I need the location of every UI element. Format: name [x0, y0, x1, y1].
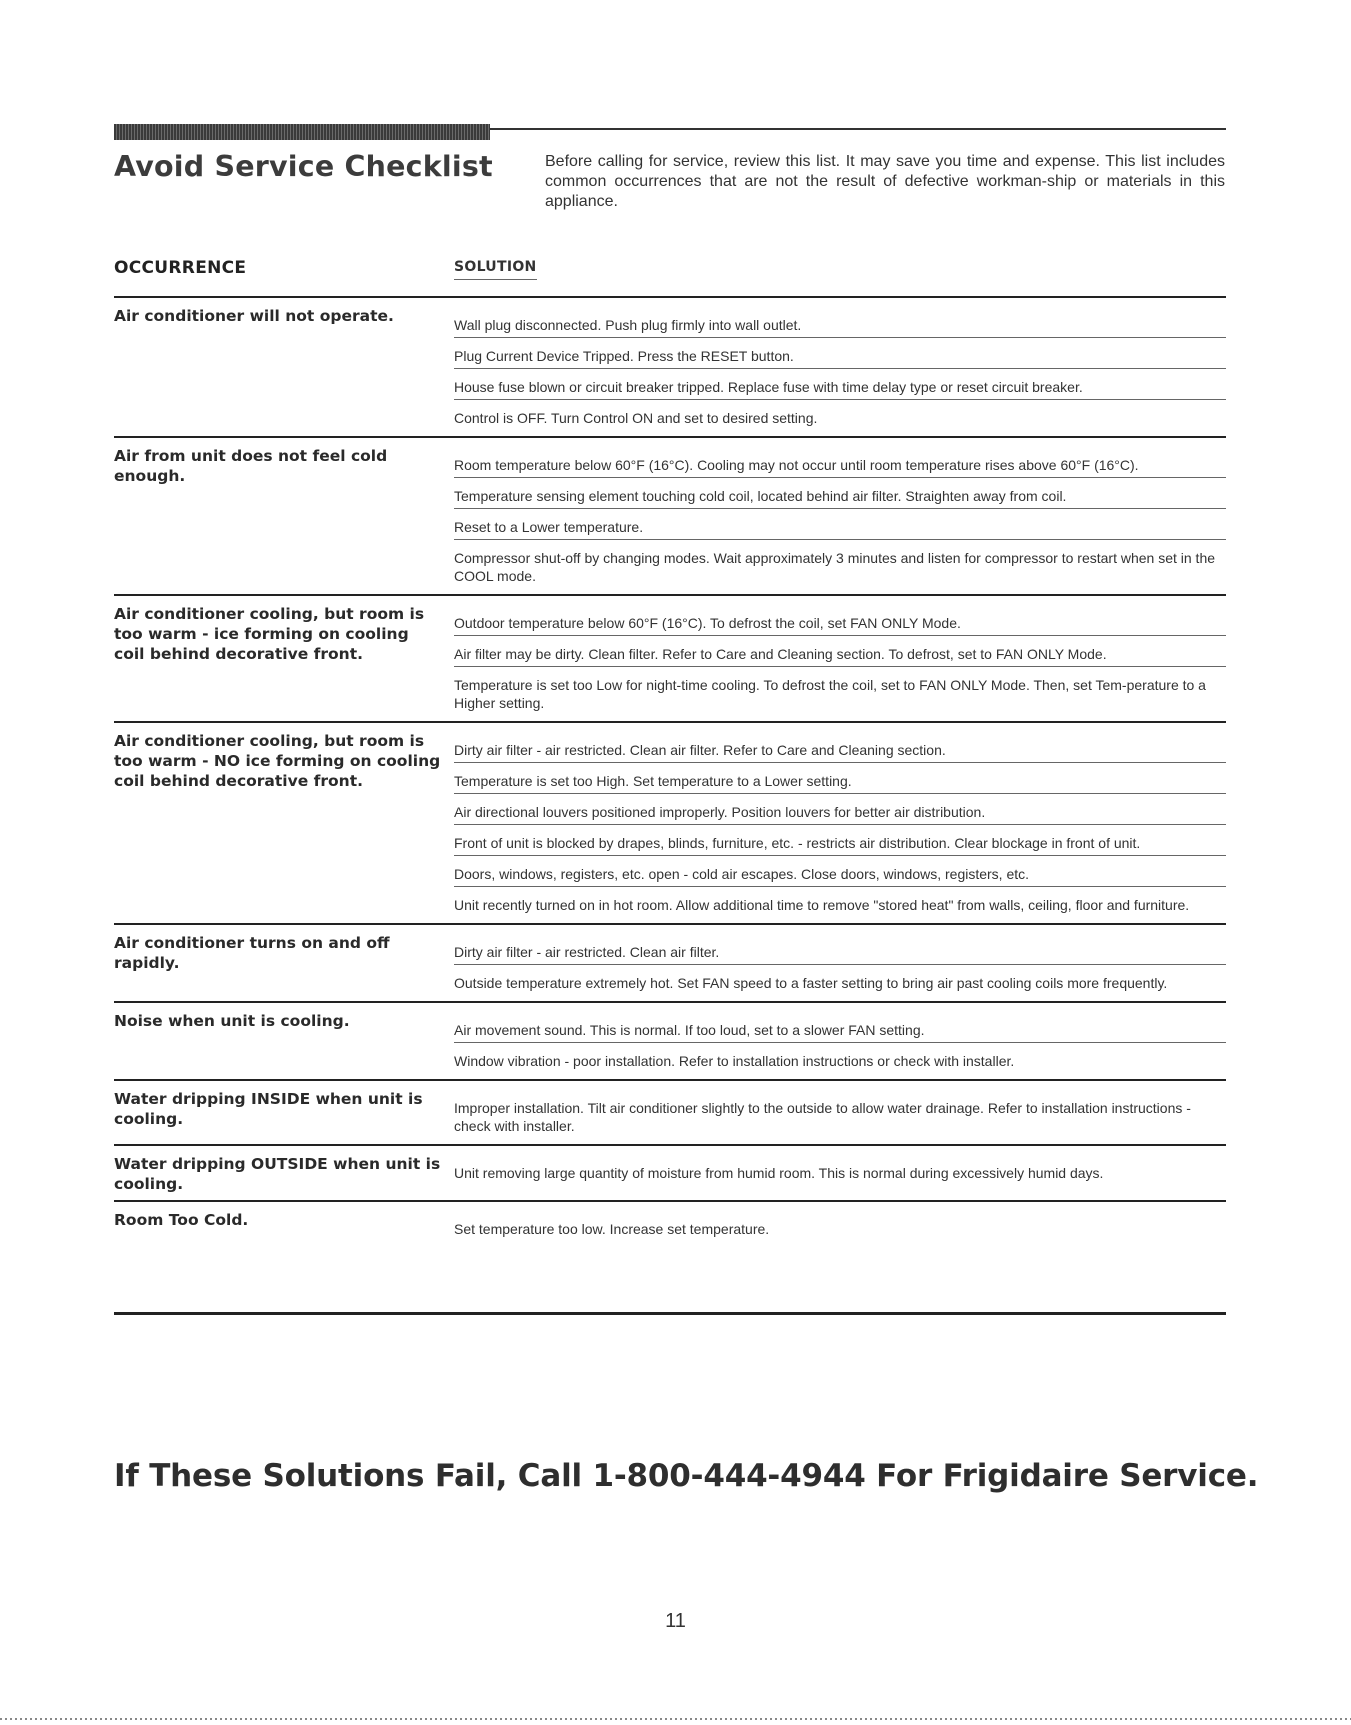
- solution-list: [454, 1087, 1226, 1138]
- solution-item: Air movement sound. This is normal. If too loud, set to a slower FAN setting.: [454, 1021, 1226, 1043]
- checklist-row: [114, 1079, 1226, 1144]
- solution-item: Control is OFF. Turn Control ON and set to desired setting.: [454, 410, 818, 426]
- solution-item: Temperature is set too High. Set temperature to a Lower setting.: [454, 772, 1226, 794]
- solution-list: [454, 602, 1226, 715]
- occurrence-text: Noise when unit is cooling.: [114, 1012, 350, 1030]
- occurrence-text: Room Too Cold.: [114, 1211, 249, 1229]
- solution-item: Set temperature too low. Increase set temperature.: [454, 1221, 770, 1237]
- occurrence-text: Air conditioner will not operate.: [114, 307, 394, 325]
- solution-item: Room temperature below 60°F (16°C). Cooling may not occur until room temperature rises above 60°F (16°C).: [454, 456, 1226, 478]
- checklist-row: [114, 923, 1226, 1001]
- solution-item: House fuse blown or circuit breaker tripped. Replace fuse with time delay type or reset circuit breaker.: [454, 378, 1226, 400]
- solution-item: Window vibration - poor installation. Refer to installation instructions or check with installer.: [454, 1053, 1015, 1069]
- solution-item: Air directional louvers positioned improperly. Position louvers for better air distribution.: [454, 803, 1226, 825]
- column-header-solution: SOLUTION: [454, 258, 537, 280]
- solution-item: Reset to a Lower temperature.: [454, 518, 1226, 540]
- solution-item: Outside temperature extremely hot. Set FAN speed to a faster setting to bring air past cooling coils more frequently.: [454, 975, 1168, 991]
- solution-list: [454, 444, 1226, 588]
- solution-list: [454, 1208, 1226, 1241]
- checklist-row: [114, 721, 1226, 923]
- page-title: Avoid Service Checklist: [114, 150, 493, 183]
- solution-list: [454, 304, 1226, 430]
- checklist-row: [114, 436, 1226, 594]
- checklist-table: [114, 296, 1226, 1247]
- solution-item: Dirty air filter - air restricted. Clean air filter. Refer to Care and Cleaning section.: [454, 741, 1226, 763]
- checklist-row: [114, 1001, 1226, 1079]
- solution-list: [454, 931, 1226, 995]
- solution-item: Temperature is set too Low for night-time cooling. To defrost the coil, set to FAN ONLY Mode. Then, set Tem-perature to a Higher setting.: [454, 677, 1206, 711]
- intro-text: Before calling for service, review this list. It may save you time and expense. This list includes common occurrences that are not the result of defective workman-ship or materials in this appliance.: [545, 153, 1225, 210]
- solution-item: Temperature sensing element touching cold coil, located behind air filter. Straighten away from coil.: [454, 487, 1226, 509]
- page-number: 11: [665, 1610, 686, 1632]
- solution-list: [454, 729, 1226, 917]
- solution-list: [454, 1009, 1226, 1073]
- solution-item: Improper installation. Tilt air conditioner slightly to the outside to allow water drainage. Refer to installation instructions - check with installer.: [454, 1100, 1191, 1134]
- solution-item: Wall plug disconnected. Push plug firmly into wall outlet.: [454, 316, 1226, 338]
- occurrence-text: Air conditioner cooling, but room is too warm - NO ice forming on cooling coil behind decorative front.: [114, 732, 441, 790]
- checklist-row: [114, 1144, 1226, 1200]
- checklist-row: [114, 1200, 1226, 1247]
- header-rule: [114, 124, 1226, 140]
- occurrence-text: Water dripping INSIDE when unit is cooling.: [114, 1090, 423, 1128]
- occurrence-text: Air conditioner cooling, but room is too warm - ice forming on cooling coil behind decorative front.: [114, 605, 425, 663]
- occurrence-text: Water dripping OUTSIDE when unit is cooling.: [114, 1155, 441, 1193]
- solution-item: Doors, windows, registers, etc. open - cold air escapes. Close doors, windows, registers, etc.: [454, 865, 1226, 887]
- occurrence-text: Air from unit does not feel cold enough.: [114, 447, 388, 485]
- solution-item: Compressor shut-off by changing modes. Wait approximately 3 minutes and listen for compressor to restart when set in the COOL mode.: [454, 550, 1216, 584]
- solution-list: [454, 1152, 1226, 1194]
- checklist-row: [114, 296, 1226, 436]
- header-rule-thick: [114, 124, 490, 140]
- column-header-occurrence: OCCURRENCE: [114, 258, 247, 278]
- solution-item: Unit removing large quantity of moisture from humid room. This is normal during excessively humid days.: [454, 1165, 1104, 1181]
- solution-item: Air filter may be dirty. Clean filter. Refer to Care and Cleaning section. To defrost, set to FAN ONLY Mode.: [454, 645, 1226, 667]
- solution-item: Front of unit is blocked by drapes, blinds, furniture, etc. - restricts air distribution. Clear blockage in front of unit.: [454, 834, 1226, 856]
- solution-item: Dirty air filter - air restricted. Clean air filter.: [454, 943, 1226, 965]
- solution-item: Unit recently turned on in hot room. Allow additional time to remove "stored heat" from walls, ceiling, floor and furniture.: [454, 897, 1190, 913]
- solution-item: Outdoor temperature below 60°F (16°C). To defrost the coil, set FAN ONLY Mode.: [454, 614, 1226, 636]
- scan-edge-line: [0, 1718, 1351, 1720]
- table-bottom-rule: [114, 1312, 1226, 1315]
- occurrence-text: Air conditioner turns on and off rapidly.: [114, 934, 390, 972]
- header-rule-thin: [490, 128, 1226, 130]
- service-callout: If These Solutions Fail, Call 1-800-444-4944 For Frigidaire Service.: [114, 1458, 1259, 1494]
- solution-item: Plug Current Device Tripped. Press the RESET button.: [454, 347, 1226, 369]
- checklist-row: [114, 594, 1226, 721]
